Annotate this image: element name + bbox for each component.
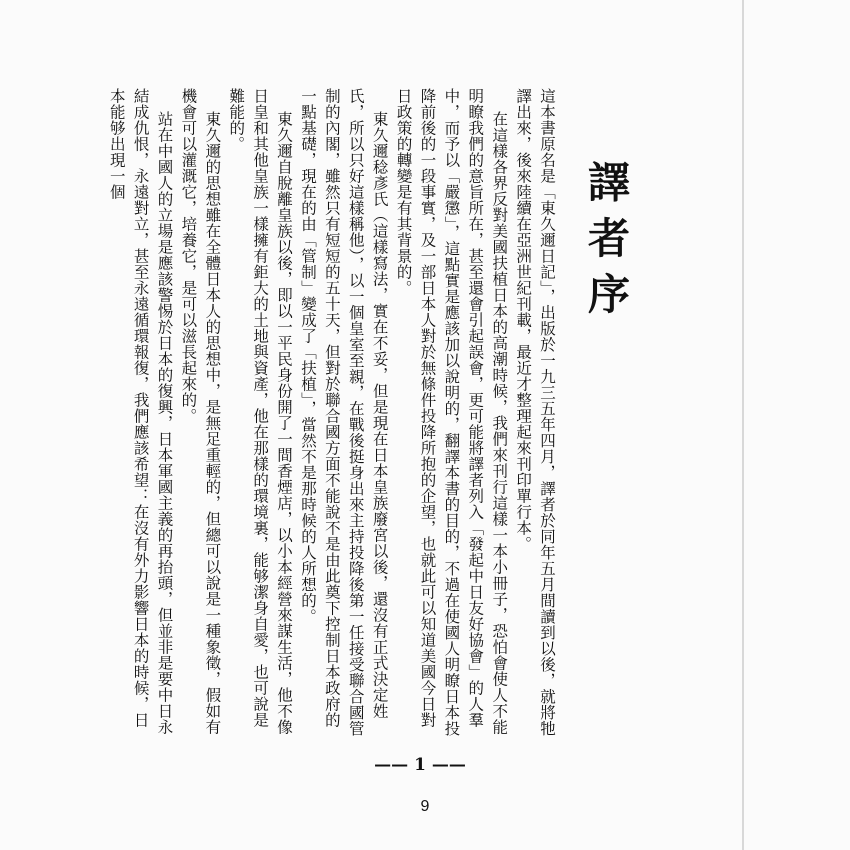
body-text [107,88,558,738]
scan-edge [742,0,744,850]
paragraph: 東久邇自脫離皇族以後，即以一平民身份開了一間香煙店，以小本經營來謀生活，他不像日皇和其他皇族一樣擁有鉅大的土地與資產，他在那樣的環境裏，能够潔身自愛，也可說是難能的。 [227,88,294,736]
scan-page-number: 9 [420,798,430,815]
paragraph: 站在中國人的立場是應該警惕於日本的復興，日本軍國主義的再抬頭，但並非是要中日永結成仇恨，永遠對立，甚至永遠循環報復，我們應該希望：在沒有外力影響日本的時候，日本能够出現一個 [107,88,174,736]
paragraph: 東久邇稔彥氏（這樣寫法，實在不妥，但是現在日本皇族廢宮以後，還沒有正式決定姓氏，所以只好這樣稱他），以一個皇室至親，在戰後挺身出來主持投降後第一任接受聯合國管制的內閣，雖然只有短短的五十天，但對於聯合國方面不能說不是由此奠下控制日本政府的一點基礎，現在的由「管制」變成了「扶植」，當然不是那時候的人所想的。 [298,88,389,737]
paragraph: 在這樣各界反對美國扶植日本的高潮時候，我們來刊行這樣一本小冊子，恐怕會使人不能明瞭我們的意旨所在，甚至還會引起誤會，更可能將譯者列入「發起中日友好協會」的人羣中，而予以「嚴懲」，這點實是應該加以說明的，翻譯本書的目的，不過在使國人明瞭日本投降前後的一段事實，及一部日本人對於無條件投降所抱的企望，也就此可以知道美國今日對日政策的轉變是有其背景的。 [394,88,509,737]
paragraph: 東久邇的思想雖在全體日本人的思想中，是無足重輕的，但總可以說是一種象徵，假如有機會可以灌溉它，培養它，是可以滋長起來的。 [179,88,222,736]
page-marker: —— 1 —— [374,755,466,775]
paragraph: 這本書原名是「東久邇日記」，出版於一九三五年四月，譯者於同年五月間讀到以後，就將牠譯出來，後來陸續在亞洲世紀刊載，最近才整理起來刊印單行本。 [514,88,556,737]
page-title: 譯者序 [582,160,631,328]
